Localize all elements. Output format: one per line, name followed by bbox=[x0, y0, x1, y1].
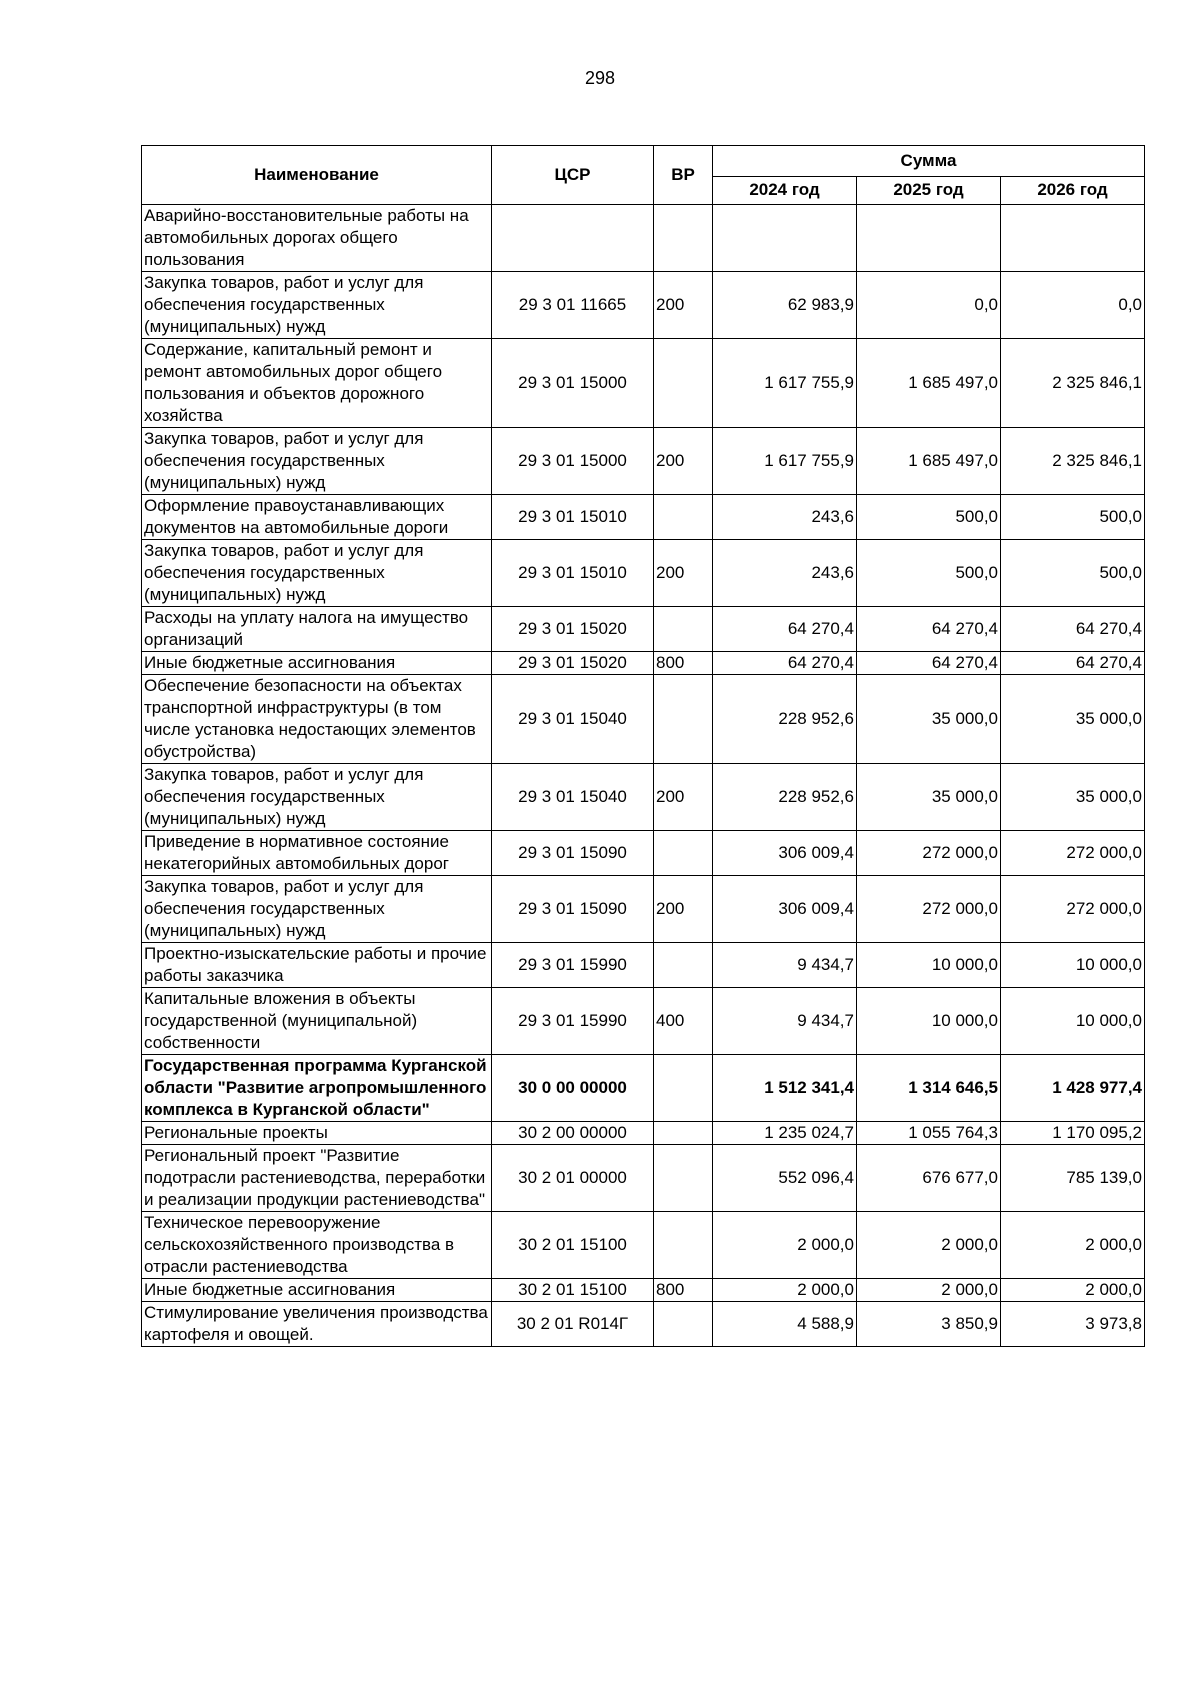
row-amount-2025: 676 677,0 bbox=[857, 1145, 1001, 1212]
row-amount-2024: 9 434,7 bbox=[713, 988, 857, 1055]
table-row bbox=[142, 1302, 1145, 1347]
row-amount-2026: 1 170 095,2 bbox=[1001, 1122, 1145, 1145]
row-amount-2024: 2 000,0 bbox=[713, 1212, 857, 1279]
row-amount-2026: 64 270,4 bbox=[1001, 607, 1145, 652]
row-amount-2026: 35 000,0 bbox=[1001, 675, 1145, 764]
row-vr-code bbox=[654, 205, 713, 272]
row-csr-code: 29 3 01 11665 bbox=[492, 272, 654, 339]
header-year-2025: 2025 год bbox=[857, 176, 1001, 204]
row-amount-2025: 1 314 646,5 bbox=[857, 1055, 1001, 1122]
row-name: Аварийно-восстановительные работы на автомобильных дорогах общего пользования bbox=[142, 205, 492, 272]
row-amount-2024: 1 512 341,4 bbox=[713, 1055, 857, 1122]
row-csr-code: 30 2 01 15100 bbox=[492, 1279, 654, 1302]
row-amount-2024: 1 617 755,9 bbox=[713, 428, 857, 495]
row-vr-code bbox=[654, 1145, 713, 1212]
row-vr-code bbox=[654, 1302, 713, 1347]
table-row bbox=[142, 495, 1145, 540]
header-name: Наименование bbox=[142, 146, 492, 205]
row-amount-2024: 243,6 bbox=[713, 495, 857, 540]
table-row bbox=[142, 1122, 1145, 1145]
row-name: Закупка товаров, работ и услуг для обеспечения государственных (муниципальных) нужд bbox=[142, 764, 492, 831]
row-csr-code: 29 3 01 15000 bbox=[492, 428, 654, 495]
row-name: Иные бюджетные ассигнования bbox=[142, 652, 492, 675]
row-vr-code bbox=[654, 495, 713, 540]
row-csr-code: 29 3 01 15990 bbox=[492, 988, 654, 1055]
row-vr-code bbox=[654, 943, 713, 988]
row-vr-code bbox=[654, 1055, 713, 1122]
table-body bbox=[142, 205, 1145, 1347]
row-csr-code: 29 3 01 15040 bbox=[492, 675, 654, 764]
row-amount-2025: 500,0 bbox=[857, 540, 1001, 607]
row-csr-code bbox=[492, 205, 654, 272]
row-vr-code: 800 bbox=[654, 652, 713, 675]
row-vr-code bbox=[654, 1212, 713, 1279]
row-amount-2026: 785 139,0 bbox=[1001, 1145, 1145, 1212]
row-amount-2024 bbox=[713, 205, 857, 272]
row-name: Оформление правоустанавливающих документов на автомобильные дороги bbox=[142, 495, 492, 540]
row-csr-code: 30 2 01 R014Г bbox=[492, 1302, 654, 1347]
row-amount-2026: 2 325 846,1 bbox=[1001, 428, 1145, 495]
row-amount-2025: 2 000,0 bbox=[857, 1279, 1001, 1302]
table-row bbox=[142, 1212, 1145, 1279]
row-amount-2025: 3 850,9 bbox=[857, 1302, 1001, 1347]
row-amount-2026: 2 000,0 bbox=[1001, 1279, 1145, 1302]
budget-table bbox=[141, 145, 1145, 1347]
row-vr-code bbox=[654, 339, 713, 428]
row-amount-2026: 10 000,0 bbox=[1001, 988, 1145, 1055]
table-row bbox=[142, 339, 1145, 428]
row-amount-2026: 64 270,4 bbox=[1001, 652, 1145, 675]
row-vr-code: 200 bbox=[654, 876, 713, 943]
table-row bbox=[142, 652, 1145, 675]
row-name: Стимулирование увеличения производства картофеля и овощей. bbox=[142, 1302, 492, 1347]
row-amount-2025: 10 000,0 bbox=[857, 943, 1001, 988]
row-amount-2025: 64 270,4 bbox=[857, 607, 1001, 652]
row-name: Техническое перевооружение сельскохозяйственного производства в отрасли растениеводства bbox=[142, 1212, 492, 1279]
row-amount-2026: 2 325 846,1 bbox=[1001, 339, 1145, 428]
row-vr-code: 200 bbox=[654, 428, 713, 495]
row-amount-2026: 500,0 bbox=[1001, 540, 1145, 607]
row-vr-code: 200 bbox=[654, 272, 713, 339]
row-name: Приведение в нормативное состояние некатегорийных автомобильных дорог bbox=[142, 831, 492, 876]
table-row bbox=[142, 205, 1145, 272]
table-row bbox=[142, 876, 1145, 943]
row-vr-code: 400 bbox=[654, 988, 713, 1055]
row-csr-code: 29 3 01 15010 bbox=[492, 540, 654, 607]
row-amount-2024: 552 096,4 bbox=[713, 1145, 857, 1212]
header-sum: Сумма bbox=[713, 146, 1145, 177]
row-amount-2026: 10 000,0 bbox=[1001, 943, 1145, 988]
row-vr-code: 800 bbox=[654, 1279, 713, 1302]
row-amount-2024: 62 983,9 bbox=[713, 272, 857, 339]
table-row bbox=[142, 988, 1145, 1055]
row-vr-code: 200 bbox=[654, 540, 713, 607]
row-name: Региональный проект "Развитие подотрасли растениеводства, переработки и реализации продукции растениеводства" bbox=[142, 1145, 492, 1212]
row-amount-2026: 35 000,0 bbox=[1001, 764, 1145, 831]
row-csr-code: 29 3 01 15020 bbox=[492, 607, 654, 652]
row-csr-code: 29 3 01 15990 bbox=[492, 943, 654, 988]
row-vr-code bbox=[654, 1122, 713, 1145]
row-amount-2025: 272 000,0 bbox=[857, 876, 1001, 943]
row-name: Капитальные вложения в объекты государственной (муниципальной) собственности bbox=[142, 988, 492, 1055]
header-csr: ЦСР bbox=[492, 146, 654, 205]
table-row bbox=[142, 607, 1145, 652]
row-amount-2024: 64 270,4 bbox=[713, 652, 857, 675]
row-amount-2025: 1 685 497,0 bbox=[857, 428, 1001, 495]
row-name: Закупка товаров, работ и услуг для обеспечения государственных (муниципальных) нужд bbox=[142, 876, 492, 943]
row-amount-2026: 1 428 977,4 bbox=[1001, 1055, 1145, 1122]
table-row bbox=[142, 1055, 1145, 1122]
row-vr-code: 200 bbox=[654, 764, 713, 831]
table-header bbox=[142, 146, 1145, 205]
row-name: Закупка товаров, работ и услуг для обеспечения государственных (муниципальных) нужд bbox=[142, 272, 492, 339]
row-name: Иные бюджетные ассигнования bbox=[142, 1279, 492, 1302]
row-csr-code: 29 3 01 15040 bbox=[492, 764, 654, 831]
table-row bbox=[142, 1279, 1145, 1302]
row-amount-2024: 2 000,0 bbox=[713, 1279, 857, 1302]
table-row bbox=[142, 428, 1145, 495]
row-amount-2024: 9 434,7 bbox=[713, 943, 857, 988]
row-amount-2025: 500,0 bbox=[857, 495, 1001, 540]
row-amount-2025: 1 055 764,3 bbox=[857, 1122, 1001, 1145]
row-amount-2024: 243,6 bbox=[713, 540, 857, 607]
row-name: Содержание, капитальный ремонт и ремонт автомобильных дорог общего пользования и объектов дорожного хозяйства bbox=[142, 339, 492, 428]
row-csr-code: 30 2 00 00000 bbox=[492, 1122, 654, 1145]
row-amount-2025: 35 000,0 bbox=[857, 675, 1001, 764]
header-vr: ВР bbox=[654, 146, 713, 205]
row-name: Государственная программа Курганской области "Развитие агропромышленного комплекса в Курганской области" bbox=[142, 1055, 492, 1122]
table-row bbox=[142, 540, 1145, 607]
row-vr-code bbox=[654, 831, 713, 876]
row-amount-2026: 500,0 bbox=[1001, 495, 1145, 540]
row-amount-2024: 228 952,6 bbox=[713, 764, 857, 831]
page-number: 298 bbox=[584, 68, 616, 88]
header-year-2024: 2024 год bbox=[713, 176, 857, 204]
row-name: Обеспечение безопасности на объектах транспортной инфраструктуры (в том числе установка недостающих элементов обустройства) bbox=[142, 675, 492, 764]
row-name: Расходы на уплату налога на имущество организаций bbox=[142, 607, 492, 652]
table-row bbox=[142, 272, 1145, 339]
row-amount-2024: 1 235 024,7 bbox=[713, 1122, 857, 1145]
row-amount-2025: 2 000,0 bbox=[857, 1212, 1001, 1279]
row-csr-code: 30 2 01 00000 bbox=[492, 1145, 654, 1212]
row-amount-2024: 4 588,9 bbox=[713, 1302, 857, 1347]
row-amount-2026: 3 973,8 bbox=[1001, 1302, 1145, 1347]
row-vr-code bbox=[654, 675, 713, 764]
row-amount-2026: 272 000,0 bbox=[1001, 831, 1145, 876]
row-amount-2024: 306 009,4 bbox=[713, 876, 857, 943]
row-amount-2026: 2 000,0 bbox=[1001, 1212, 1145, 1279]
row-csr-code: 30 2 01 15100 bbox=[492, 1212, 654, 1279]
row-name: Закупка товаров, работ и услуг для обеспечения государственных (муниципальных) нужд bbox=[142, 428, 492, 495]
table-row bbox=[142, 831, 1145, 876]
table-row bbox=[142, 764, 1145, 831]
table-row bbox=[142, 943, 1145, 988]
row-amount-2025: 272 000,0 bbox=[857, 831, 1001, 876]
row-amount-2024: 306 009,4 bbox=[713, 831, 857, 876]
row-vr-code bbox=[654, 607, 713, 652]
row-csr-code: 30 0 00 00000 bbox=[492, 1055, 654, 1122]
row-amount-2025: 10 000,0 bbox=[857, 988, 1001, 1055]
row-csr-code: 29 3 01 15090 bbox=[492, 876, 654, 943]
row-csr-code: 29 3 01 15010 bbox=[492, 495, 654, 540]
row-amount-2026: 0,0 bbox=[1001, 272, 1145, 339]
header-year-2026: 2026 год bbox=[1001, 176, 1145, 204]
row-amount-2025 bbox=[857, 205, 1001, 272]
row-csr-code: 29 3 01 15090 bbox=[492, 831, 654, 876]
row-amount-2025: 0,0 bbox=[857, 272, 1001, 339]
row-amount-2025: 35 000,0 bbox=[857, 764, 1001, 831]
table-row bbox=[142, 675, 1145, 764]
row-amount-2025: 1 685 497,0 bbox=[857, 339, 1001, 428]
row-name: Региональные проекты bbox=[142, 1122, 492, 1145]
row-amount-2025: 64 270,4 bbox=[857, 652, 1001, 675]
row-name: Проектно-изыскательские работы и прочие работы заказчика bbox=[142, 943, 492, 988]
row-amount-2024: 228 952,6 bbox=[713, 675, 857, 764]
row-csr-code: 29 3 01 15000 bbox=[492, 339, 654, 428]
row-name: Закупка товаров, работ и услуг для обеспечения государственных (муниципальных) нужд bbox=[142, 540, 492, 607]
table-row bbox=[142, 1145, 1145, 1212]
row-amount-2024: 1 617 755,9 bbox=[713, 339, 857, 428]
row-csr-code: 29 3 01 15020 bbox=[492, 652, 654, 675]
row-amount-2024: 64 270,4 bbox=[713, 607, 857, 652]
row-amount-2026: 272 000,0 bbox=[1001, 876, 1145, 943]
row-amount-2026 bbox=[1001, 205, 1145, 272]
